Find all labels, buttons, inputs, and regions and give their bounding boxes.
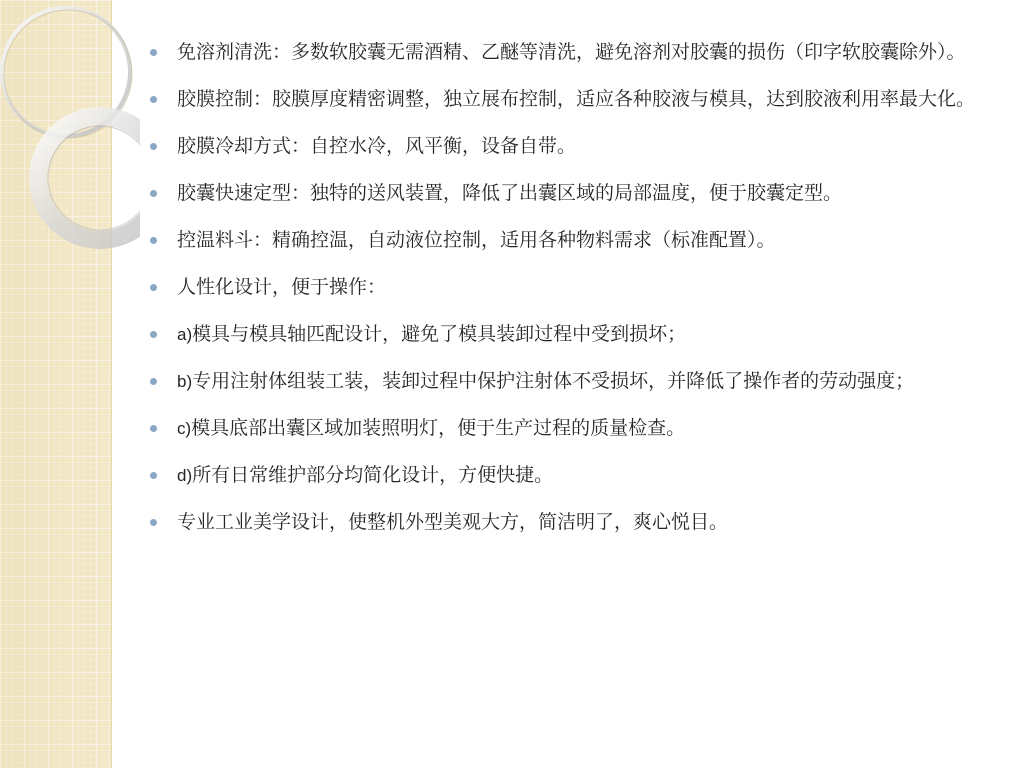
bullet-dot-icon: [150, 143, 157, 150]
bullet-prefix: a): [177, 325, 193, 344]
bullet-dot-icon: [150, 96, 157, 103]
bullet-prefix: c): [177, 419, 192, 438]
bullet-item: [150, 265, 980, 310]
bullet-text: 模具底部出囊区域加装照明灯，便于生产过程的质量检查。: [191, 417, 686, 439]
bullet-text: 胶囊快速定型：独特的送风装置，降低了出囊区域的局部温度，便于胶囊定型。: [177, 182, 843, 204]
bullet-item: [150, 453, 980, 498]
bullet-dot-icon: [150, 284, 157, 291]
bullet-dot-icon: [150, 425, 157, 432]
bullet-dot-icon: [150, 237, 157, 244]
bullet-item: [150, 500, 980, 545]
decorative-rings: [0, 0, 140, 280]
bullet-item: [150, 124, 980, 169]
bullet-dot-icon: [150, 49, 157, 56]
bullet-item: [150, 171, 980, 216]
bullet-text: 胶膜冷却方式：自控水冷，风平衡，设备自带。: [177, 135, 577, 157]
slide-content: [150, 30, 980, 547]
bullet-text: 专业工业美学设计，使整机外型美观大方，简洁明了，爽心悦目。: [177, 511, 729, 533]
bullet-text: 人性化设计，便于操作：: [177, 276, 387, 298]
bullet-dot-icon: [150, 378, 157, 385]
bullet-item: [150, 359, 980, 404]
bullet-prefix: d): [177, 466, 193, 485]
bullet-dot-icon: [150, 331, 157, 338]
decorative-ring-small-inner: [48, 126, 140, 230]
bullet-dot-icon: [150, 190, 157, 197]
bullet-item: [150, 312, 980, 357]
bullet-text: 所有日常维护部分均简化设计，方便快捷。: [192, 464, 554, 486]
bullet-item: [150, 218, 980, 263]
bullet-item: [150, 77, 980, 122]
bullet-item: [150, 406, 980, 451]
bullet-text: 控温料斗：精确控温，自动液位控制，适用各种物料需求（标准配置）。: [177, 229, 776, 251]
bullet-dot-icon: [150, 519, 157, 526]
bullet-prefix: b): [177, 372, 193, 391]
bullet-list: [150, 30, 980, 545]
bullet-text: 免溶剂清洗：多数软胶囊无需酒精、乙醚等清洗，避免溶剂对胶囊的损伤（印字软胶囊除外）。: [177, 41, 966, 63]
bullet-text: 专用注射体组装工装，装卸过程中保护注射体不受损坏，并降低了操作者的劳动强度；: [192, 370, 915, 392]
bullet-item: [150, 30, 980, 75]
bullet-text: 模具与模具轴匹配设计，避免了模具装卸过程中受到损坏；: [192, 323, 687, 345]
bullet-text: 胶膜控制：胶膜厚度精密调整，独立展布控制，适应各种胶液与模具，达到胶液利用率最大化。: [177, 88, 976, 110]
bullet-dot-icon: [150, 472, 157, 479]
